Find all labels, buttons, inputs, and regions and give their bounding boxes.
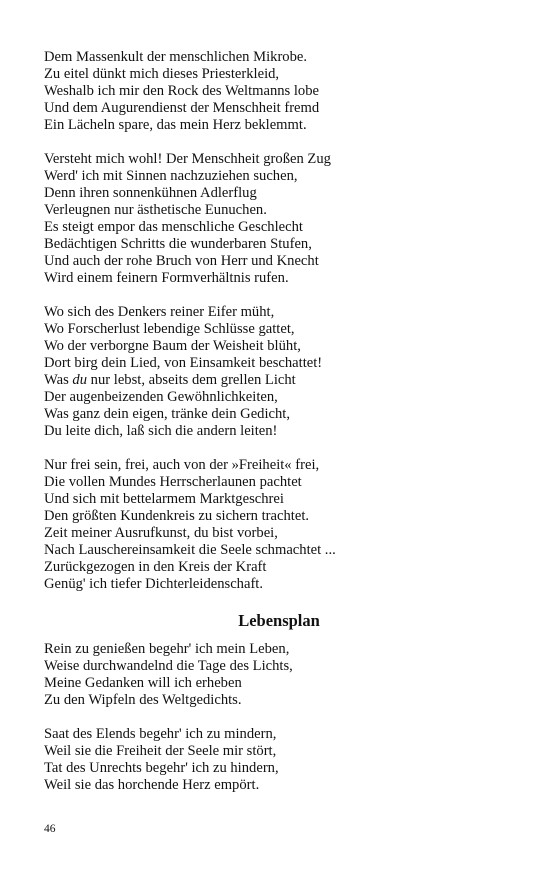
verse-text: Was	[44, 372, 73, 388]
verse-line: Ein Lächeln spare, das mein Herz beklemmt.	[44, 117, 307, 133]
verse-line: Zeit meiner Ausrufkunst, du bist vorbei,	[44, 525, 278, 541]
verse-text: nur lebst, abseits dem grellen Licht	[87, 372, 296, 388]
poem-lebensplan	[44, 641, 514, 794]
verse-line: Weise durchwandelnd die Tage des Lichts,	[44, 658, 293, 674]
verse-line: Wo sich des Denkers reiner Eifer müht,	[44, 304, 275, 320]
verse-line: Verleugnen nur ästhetische Eunuchen.	[44, 202, 267, 218]
verse-line: Dort birg dein Lied, von Einsamkeit beschattet!	[44, 355, 323, 371]
stanza	[44, 641, 514, 709]
stanza	[44, 151, 514, 287]
emphasized-word: du	[72, 372, 88, 388]
verse-line: Genüg' ich tiefer Dichterleidenschaft.	[44, 576, 264, 592]
poem-continued	[44, 49, 514, 593]
verse-line: Du leite dich, laß sich die andern leiten!	[44, 423, 278, 439]
verse-line: Nach Lauschereinsamkeit die Seele schmachtet ...	[44, 542, 336, 558]
stanza	[44, 49, 514, 134]
verse-line: Meine Gedanken will ich erheben	[44, 675, 242, 691]
verse-line: Weil sie die Freiheit der Seele mir stört,	[44, 743, 277, 759]
stanza	[44, 304, 514, 440]
verse-line: Zu eitel dünkt mich dieses Priesterkleid,	[44, 66, 280, 82]
verse-line: Den größten Kundenkreis zu sichern trachtet.	[44, 508, 310, 524]
text-block	[44, 49, 514, 811]
verse-line: Die vollen Mundes Herrscherlaunen pachtet	[44, 474, 302, 490]
verse-line	[44, 372, 514, 389]
verse-line: Rein zu genießen begehr' ich mein Leben,	[44, 641, 290, 657]
verse-line: Es steigt empor das menschliche Geschlecht	[44, 219, 303, 235]
verse-line: Wird einem feinern Formverhältnis rufen.	[44, 270, 289, 286]
stanza	[44, 726, 514, 794]
verse-line: Wo Forscherlust lebendige Schlüsse gattet,	[44, 321, 295, 337]
verse-line: Und auch der rohe Bruch von Herr und Knecht	[44, 253, 319, 269]
verse-line: Weshalb ich mir den Rock des Weltmanns lobe	[44, 83, 320, 99]
verse-line: Weil sie das horchende Herz empört.	[44, 777, 260, 793]
verse-line: Was ganz dein eigen, tränke dein Gedicht,	[44, 406, 291, 422]
verse-line: Tat des Unrechts begehr' ich zu hindern,	[44, 760, 279, 776]
verse-line: Versteht mich wohl! Der Menschheit großen Zug	[44, 151, 331, 167]
page-number: 46	[44, 823, 56, 835]
verse-line: Denn ihren sonnenkühnen Adlerflug	[44, 185, 257, 201]
verse-line: Zu den Wipfeln des Weltgedichts.	[44, 692, 242, 708]
verse-line: Nur frei sein, frei, auch von der »Freiheit« frei,	[44, 457, 320, 473]
verse-line: Und sich mit bettelarmem Marktgeschrei	[44, 491, 284, 507]
verse-line: Wo der verborgne Baum der Weisheit blüht,	[44, 338, 301, 354]
verse-line: Dem Massenkult der menschlichen Mikrobe.	[44, 49, 308, 65]
verse-line: Und dem Augurendienst der Menschheit fremd	[44, 100, 320, 116]
verse-line: Werd' ich mit Sinnen nachzuziehen suchen,	[44, 168, 298, 184]
verse-line: Zurückgezogen in den Kreis der Kraft	[44, 559, 267, 575]
poem-title: Lebensplan	[238, 611, 320, 630]
verse-line: Saat des Elends begehr' ich zu mindern,	[44, 726, 277, 742]
verse-line: Bedächtigen Schritts die wunderbaren Stufen,	[44, 236, 312, 252]
verse-line: Der augenbeizenden Gewöhnlichkeiten,	[44, 389, 278, 405]
stanza	[44, 457, 514, 593]
